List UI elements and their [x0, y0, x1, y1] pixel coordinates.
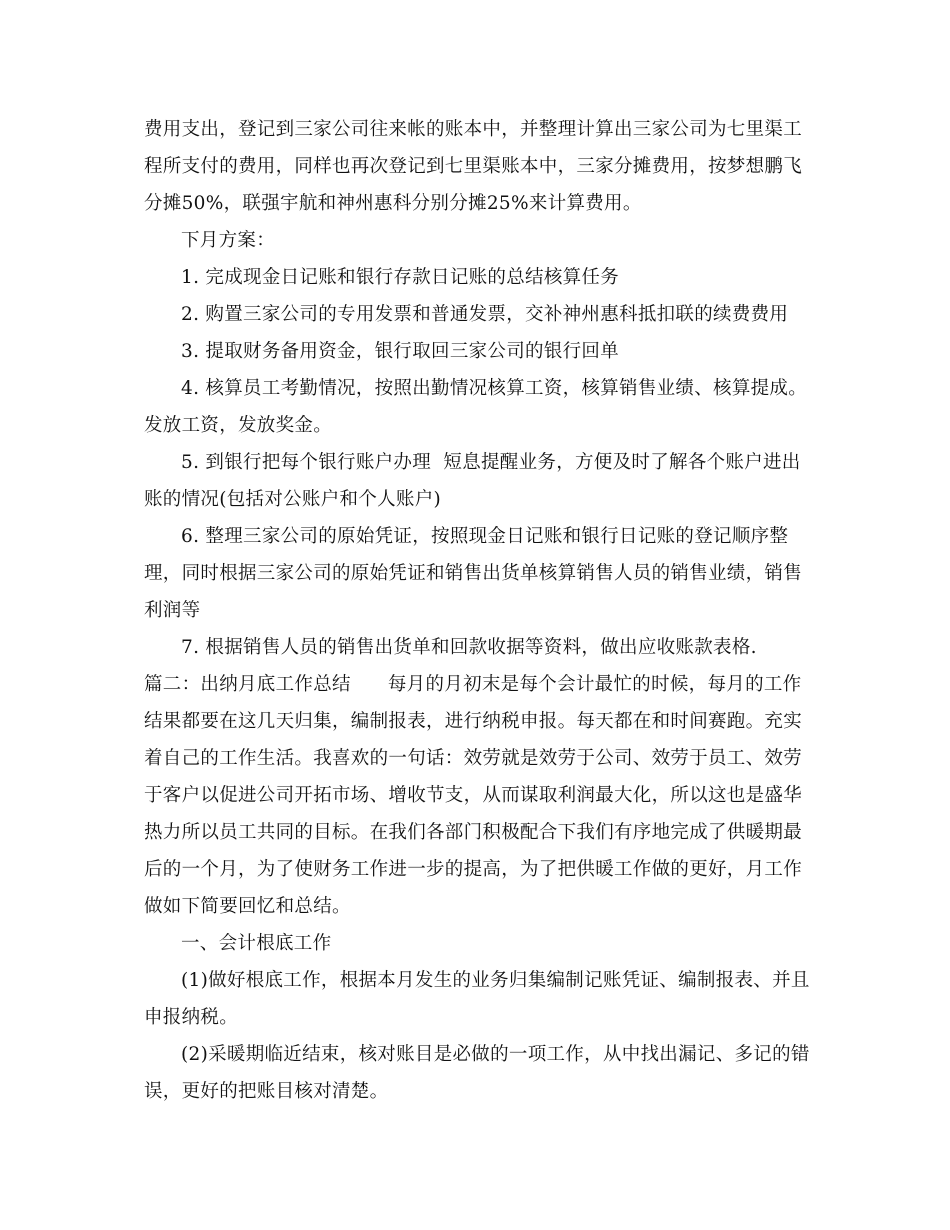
paragraph-next-month-heading: 下月方案： [181, 230, 276, 251]
list-item-6: 6. 整理三家公司的原始凭证，按照现金日记账和银行日记账的登记顺序整理，同时根据三家公司的原始凭证和销售出货单核算销售人员的销售业绩，销售利润等 [144, 526, 803, 621]
list-item-7: 7. 根据销售人员的销售出货单和回款收据等资料，做出应收账款表格. [181, 637, 757, 658]
paragraph-item-1: (1)做好根底工作，根据本月发生的业务归集编制记账凭证、编制报表、并且申报纳税。 [144, 970, 810, 1028]
list-item-3: 3. 提取财务备用资金，银行取回三家公司的银行回单 [181, 341, 620, 362]
list-item-2: 2. 购置三家公司的专用发票和普通发票，交补神州惠科抵扣联的续费费用 [181, 304, 789, 325]
section-heading-accounting-basics: 一、会计根底工作 [181, 933, 332, 954]
list-item-5: 5. 到银行把每个银行账户办理 短息提醒业务，方便及时了解各个账户进出账的情况(包括对公账户和个人账户) [144, 452, 801, 510]
list-item-4: 4. 核算员工考勤情况，按照出勤情况核算工资，核算销售业绩、核算提成。发放工资，发放奖金。 [144, 378, 808, 436]
paragraph-expense-continuation: 费用支出，登记到三家公司往来帐的账本中，并整理计算出三家公司为七里渠工程所支付的费用，同样也再次登记到七里渠账本中，三家分摊费用，按梦想鹏飞分摊50%，联强宇航和神州惠科分别分摊25%来计算费用。 [144, 119, 803, 214]
paragraph-item-2: (2)采暖期临近结束，核对账目是必做的一项工作，从中找出漏记、多记的错误，更好的把账目核对清楚。 [144, 1044, 810, 1102]
document-body [144, 111, 810, 1110]
paragraph-part-two: 篇二：出纳月底工作总结 每月的月初末是每个会计最忙的时候，每月的工作结果都要在这几天归集，编制报表，进行纳税申报。每天都在和时间赛跑。充实着自己的工作生活。我喜欢的一句话：效劳就是效劳于公司、效劳于员工、效劳于客户以促进公司开拓市场、增收节支，从而谋取利润最大化，所以这也是盛华热力所以员工共同的目标。在我们各部门积极配合下我们有序地完成了供暖期最后的一个月，为了使财务工作进一步的提高，为了把供暖工作做的更好，月工作做如下简要回忆和总结。 [144, 674, 803, 917]
list-item-1: 1. 完成现金日记账和银行存款日记账的总结核算任务 [181, 267, 620, 288]
